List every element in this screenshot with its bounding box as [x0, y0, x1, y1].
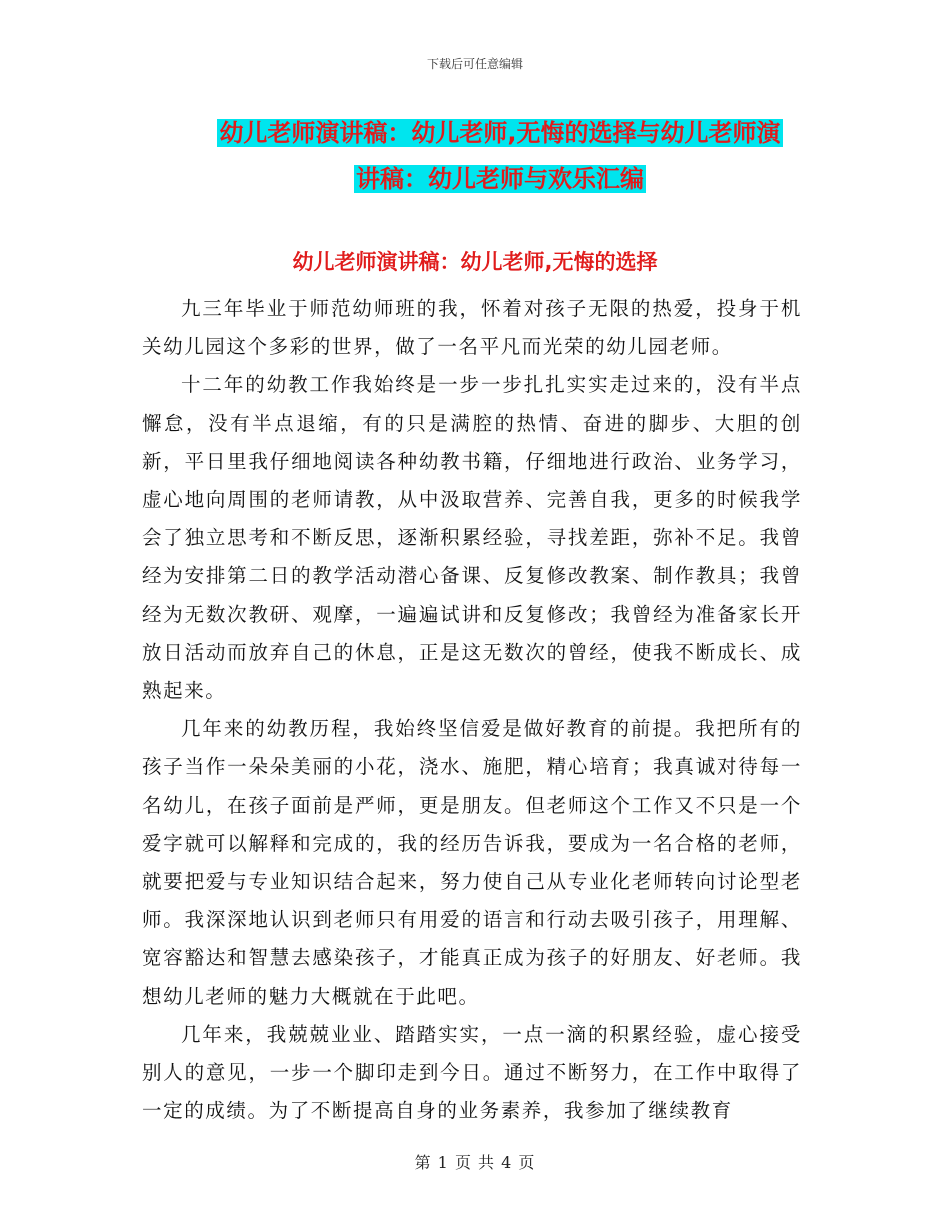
paragraph-2: 十二年的幼教工作我始终是一步一步扎扎实实走过来的，没有半点懈怠，没有半点退缩，有的只是满腔的热情、奋进的脚步、大胆的创新，平日里我仔细地阅读各种幼教书籍，仔细地进行政治、业务学习，虚心地向周围的老师请教，从中汲取营养、完善自我，更多的时候我学会了独立思考和不断反思，逐渐积累经验，寻找差距，弥补不足。我曾经为安排第二日的教学活动潜心备课、反复修改教案、制作教具；我曾经为无数次教研、观摩，一遍遍试讲和反复修改；我曾经为准备家长开放日活动而放弃自己的休息，正是这无数次的曾经，使我不断成长、成熟起来。 [142, 373, 802, 703]
page-footer-number: 第 1 页 共 4 页 [414, 1153, 536, 1172]
paragraph-3: 几年来的幼教历程，我始终坚信爱是做好教育的前提。我把所有的孩子当作一朵朵美丽的小花，浇水、施肥，精心培育；我真诚对待每一名幼儿，在孩子面前是严师，更是朋友。但老师这个工作又不只是一个爱字就可以解释和完成的，我的经历告诉我，要成为一名合格的老师，就要把爱与专业知识结合起来，努力使自己从专业化老师转向讨论型老师。我深深地认识到老师只有用爱的语言和行动去吸引孩子，用理解、宽容豁达和智慧去感染孩子，才能真正成为孩子的好朋友、好老师。我想幼儿老师的魅力大概就在于此吧。 [142, 717, 802, 1008]
document-title-line-2: 讲稿：幼儿老师与欢乐汇编 [356, 165, 644, 193]
document-body [142, 290, 802, 1130]
paragraph-4: 几年来，我兢兢业业、踏踏实实，一点一滴的积累经验，虚心接受别人的意见，一步一个脚印走到今日。通过不断努力，在工作中取得了一定的成绩。为了不断提高自身的业务素养，我参加了继续教育 [142, 1022, 802, 1123]
document-title [150, 110, 850, 202]
section-title: 幼儿老师演讲稿：幼儿老师,无悔的选择 [292, 250, 658, 274]
document-title-line-1: 幼儿老师演讲稿：幼儿老师,无悔的选择与幼儿老师演 [219, 119, 781, 147]
paragraph-1: 九三年毕业于师范幼师班的我，怀着对孩子无限的热爱，投身于机关幼儿园这个多彩的世界，做了一名平凡而光荣的幼儿园老师。 [142, 297, 802, 359]
page-header-note: 下载后可任意编辑 [426, 57, 523, 71]
